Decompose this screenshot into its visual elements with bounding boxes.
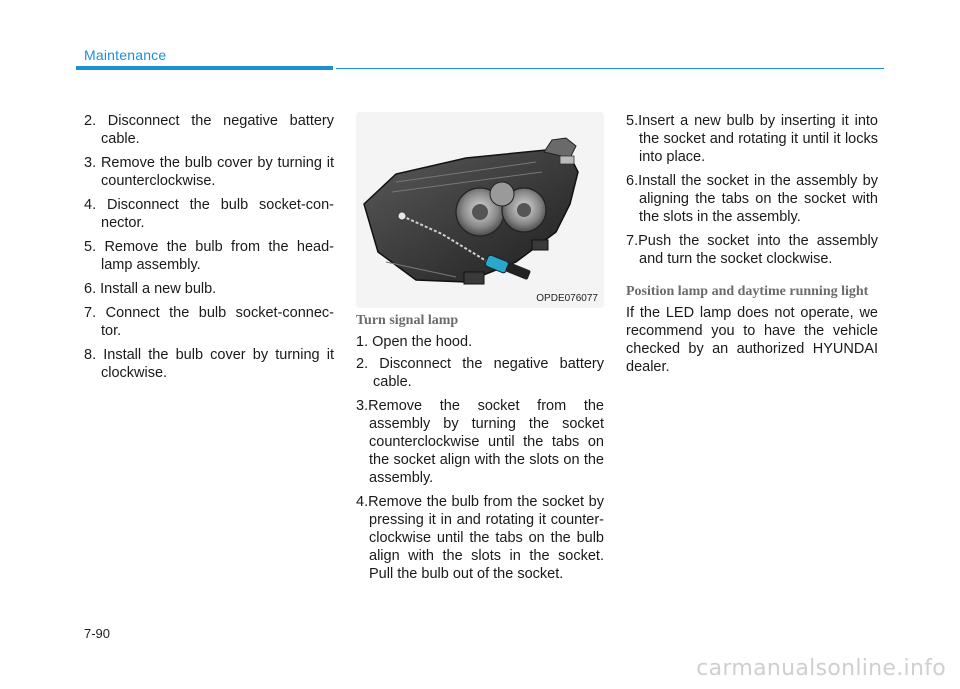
step-item: 8. Install the bulb cover by turning it clockwise. xyxy=(84,347,334,381)
column-1 xyxy=(84,112,334,388)
body-paragraph: If the LED lamp does not operate, we recommend you to have the vehicle checked by an authorized HYUNDAI dealer. xyxy=(626,305,878,375)
step-item: 5.Insert a new bulb by inserting it into the socket and rotating it until it locks into place. xyxy=(626,113,878,165)
step-item: 7.Push the socket into the assembly and turn the socket clockwise. xyxy=(626,233,878,267)
step-item: 3. Remove the bulb cover by turning it counterclockwise. xyxy=(84,155,334,189)
figure-code: OPDE076077 xyxy=(536,293,598,304)
step-item: 2. Disconnect the negative battery cable. xyxy=(84,113,334,147)
section-label: Maintenance xyxy=(84,47,167,63)
step-item: 6.Install the socket in the assembly by aligning the tabs on the socket with the slots in the assembly. xyxy=(626,173,878,225)
header-rule-thin xyxy=(336,68,884,69)
step-item: 1. Open the hood. xyxy=(356,334,473,350)
page-number: 7-90 xyxy=(84,626,111,641)
step-item: 3.Remove the socket from the assembly by turning the socket counterclockwise until the tabs on the socket align with the slots on the assembly. xyxy=(356,398,604,486)
section-heading: Turn signal lamp xyxy=(356,313,459,328)
section-heading: Position lamp and daytime running light xyxy=(626,284,869,299)
step-item: 7. Connect the bulb socket-connec- tor. xyxy=(84,305,334,339)
headlamp-figure xyxy=(356,112,604,308)
column-3 xyxy=(626,112,878,376)
step-item: 4. Disconnect the bulb socket-con- nector. xyxy=(84,197,334,231)
header-rule-thick xyxy=(76,66,333,70)
watermark: carmanualsonline.info xyxy=(696,656,946,681)
headlamp-assembly-icon xyxy=(356,112,604,308)
step-item: 5. Remove the bulb from the head- lamp assembly. xyxy=(84,239,334,273)
step-item: 4.Remove the bulb from the socket by pressing it in and rotating it counter- clockwise until the tabs on the bulb align with the slots in the socket. Pull the bulb out of the socket. xyxy=(356,494,604,582)
step-item: 6. Install a new bulb. xyxy=(84,281,217,297)
column-2 xyxy=(356,313,604,589)
step-item: 2. Disconnect the negative battery cable. xyxy=(356,356,604,390)
